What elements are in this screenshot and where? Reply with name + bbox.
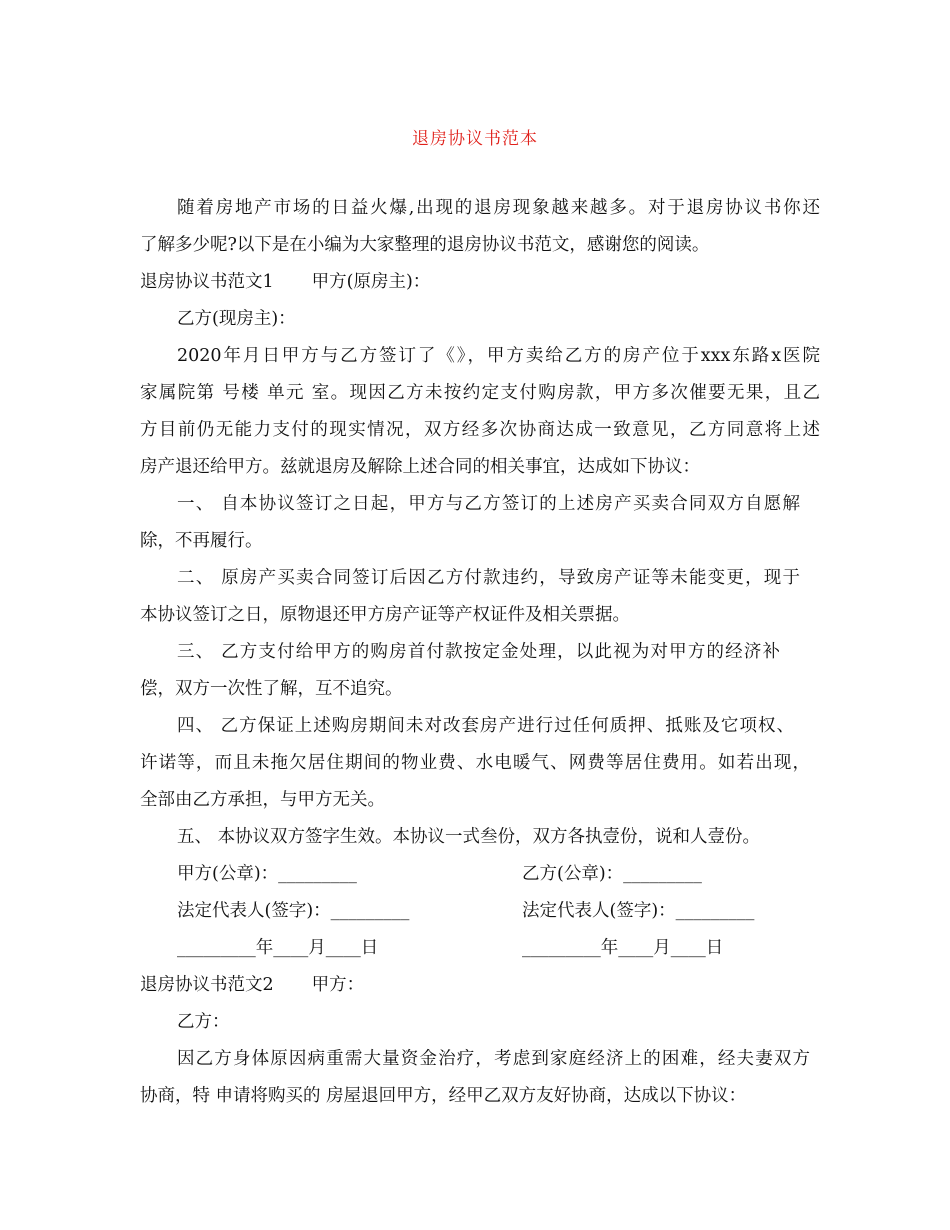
sample1-heading: 退房协议书范文1 — [140, 272, 274, 292]
sample1-para1-line-4: 房产退还给甲方。兹就退房及解除上述合同的相关事宜，达成如下协议： — [140, 457, 700, 477]
item4-line-3: 全部由乙方承担，与甲方无关。 — [140, 790, 385, 810]
party-b-representative: 法定代表人(签字)：_________ — [522, 901, 755, 921]
sample2-para1-line-1: 因乙方身体原因病重需大量资金治疗，考虑到家庭经济上的困难，经夫妻双方 — [177, 1049, 810, 1069]
sample2-para1-line-2: 协商，特 申请将购买的 房屋退回甲方，经甲乙双方友好协商，达成以下协议： — [140, 1086, 747, 1106]
sample1-party-b: 乙方(现房主)： — [177, 309, 296, 329]
party-a-seal: 甲方(公章)：_________ — [177, 864, 357, 884]
sample2-party-a: 甲方： — [311, 975, 365, 995]
intro-line-1: 随着房地产市场的日益火爆,出现的退房现象越来越多。对于退房协议书你还 — [177, 198, 820, 218]
document-title: 退房协议书范本 — [412, 129, 538, 149]
sample1-party-a: 甲方(原房主)： — [311, 272, 431, 292]
sample2-heading: 退房协议书范文2 — [140, 975, 274, 995]
sample1-heading-row — [140, 270, 820, 294]
sample2-party-b: 乙方： — [177, 1012, 230, 1032]
intro-line-2: 了解多少呢?以下是在小编为大家整理的退房协议书范文，感谢您的阅读。 — [140, 235, 710, 255]
sample1-para1-line-1: 2020年月日甲方与乙方签订了《》，甲方卖给乙方的房产位于xxx东路x医院 — [177, 346, 820, 366]
item4-line-1: 四、 乙方保证上述购房期间未对改套房产进行过任何质押、抵账及它项权、 — [177, 716, 794, 736]
sample1-para1-line-3: 方目前仍无能力支付的现实情况，双方经多次协商达成一致意见，乙方同意将上述 — [140, 420, 820, 440]
party-a-date: _________年____月____日 — [177, 938, 379, 958]
party-b-date: _________年____月____日 — [522, 938, 724, 958]
sample2-heading-row — [140, 973, 820, 997]
party-b-seal: 乙方(公章)：_________ — [522, 864, 702, 884]
item5-line: 五、 本协议双方签字生效。本协议一式叁份，双方各执壹份，说和人壹份。 — [177, 827, 761, 847]
item2-line-1: 二、 原房产买卖合同签订后因乙方付款违约，导致房产证等未能变更，现于 — [177, 568, 800, 588]
item2-line-2: 本协议签订之日，原物退还甲方房产证等产权证件及相关票据。 — [140, 605, 630, 625]
item4-line-2: 许诺等，而且未拖欠居住期间的物业费、水电暖气、网费等居住费用。如若出现， — [140, 753, 810, 773]
sample1-para1-line-2: 家属院第 号楼 单元 室。现因乙方未按约定支付购房款，甲方多次催要无果，且乙 — [140, 383, 820, 403]
item3-line-2: 偿，双方一次性了解，互不追究。 — [140, 679, 403, 699]
item1-line-1: 一、 自本协议签订之日起，甲方与乙方签订的上述房产买卖合同双方自愿解 — [177, 494, 800, 514]
item3-line-1: 三、 乙方支付给甲方的购房首付款按定金处理，以此视为对甲方的经济补 — [177, 642, 780, 662]
party-a-representative: 法定代表人(签字)：_________ — [177, 901, 410, 921]
item1-line-2: 除，不再履行。 — [140, 531, 263, 551]
